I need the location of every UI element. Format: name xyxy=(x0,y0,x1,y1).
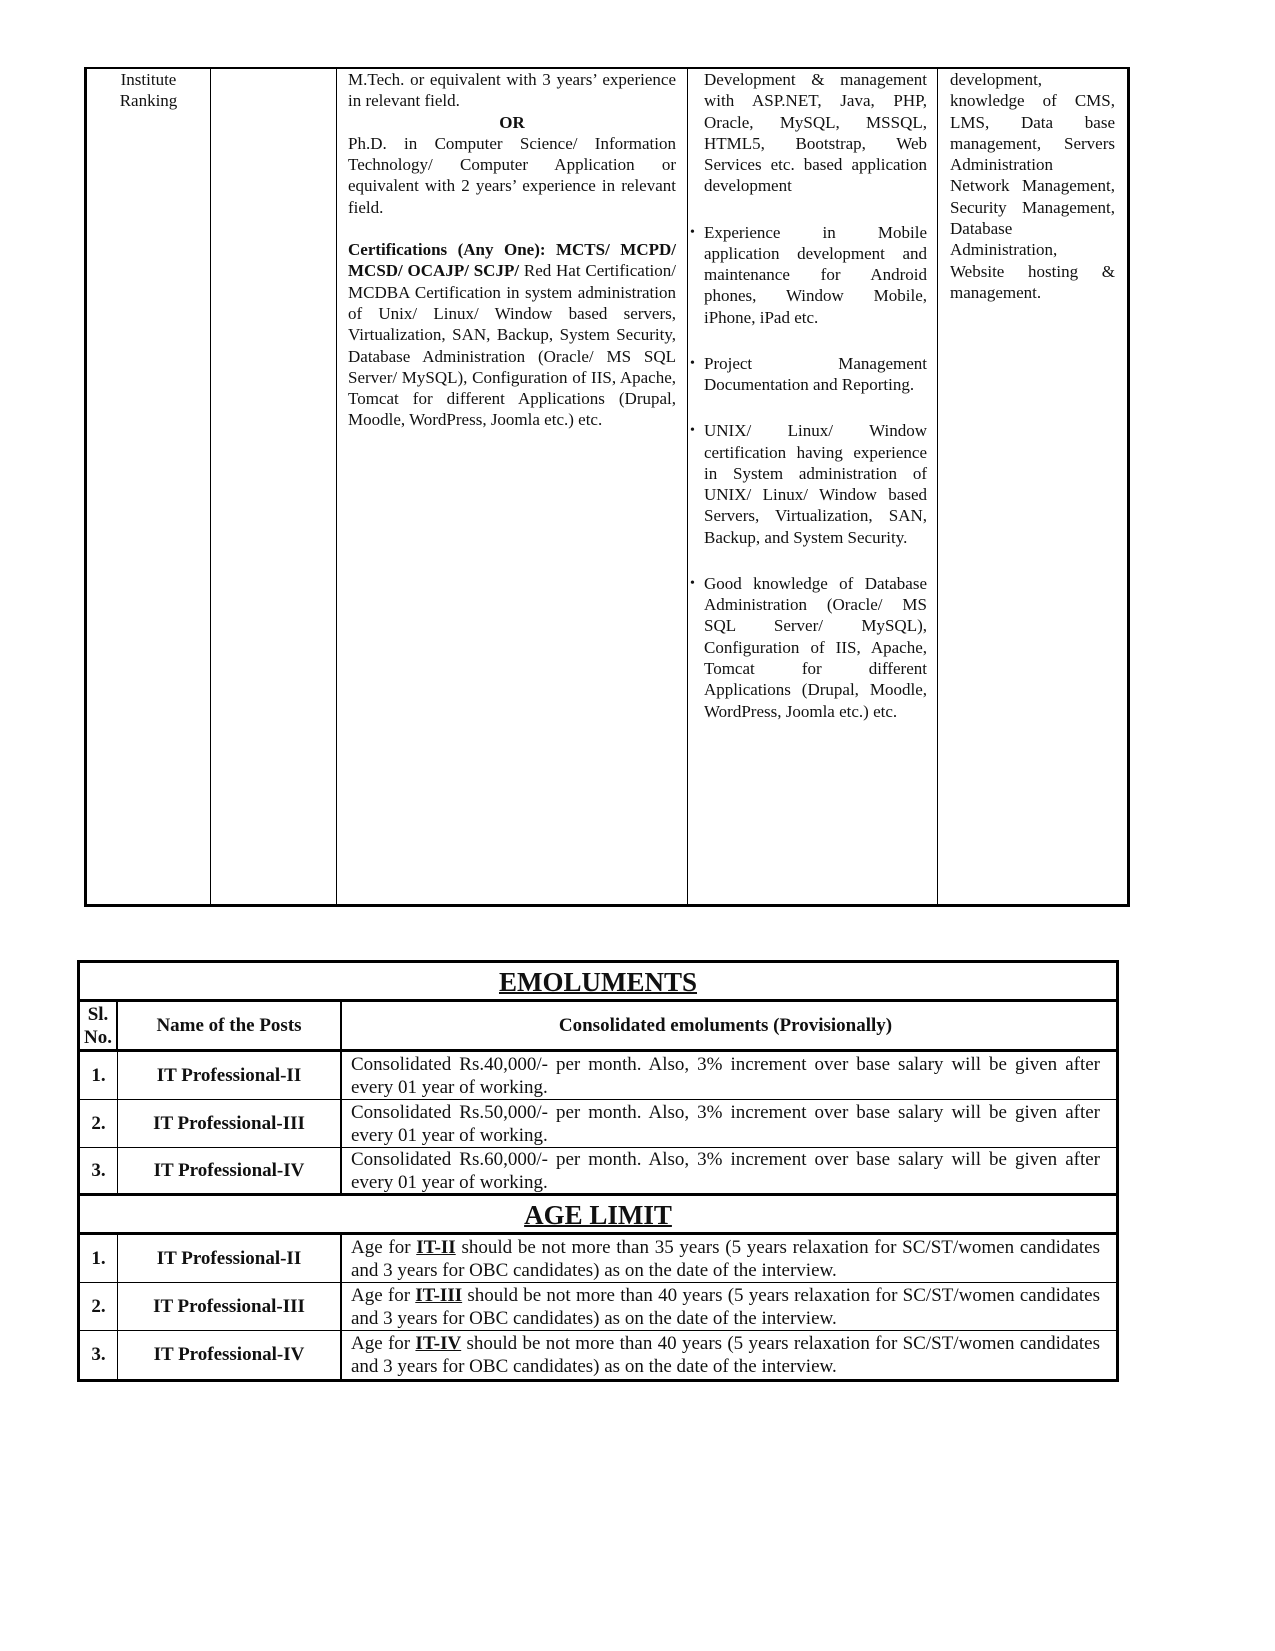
row-sl: 1. xyxy=(80,1235,118,1282)
row-post: IT Professional-IV xyxy=(118,1148,342,1194)
row-post: IT Professional-II xyxy=(118,1052,342,1099)
ranking-label-line2: Ranking xyxy=(119,91,178,111)
bullet-icon: • xyxy=(690,423,695,439)
age-row xyxy=(80,1331,1116,1379)
bullet-icon: • xyxy=(690,355,695,371)
row-desc: Consolidated Rs.40,000/- per month. Also, 3% increment over base salary will be given after every 01 year of working. xyxy=(351,1053,1100,1098)
post-code: IT-III xyxy=(415,1284,463,1306)
row-desc: Age for IT-III should be not more than 40 years (5 years relaxation for SC/ST/women candidates and 3 years for OBC candidates) as on the date of the interview. xyxy=(351,1284,1101,1329)
qualification-cell xyxy=(337,69,688,904)
age-limit-section xyxy=(80,1196,1116,1379)
header-post-name: Name of the Posts xyxy=(118,1002,342,1049)
experience-cell xyxy=(688,69,938,904)
emoluments-age-table xyxy=(77,960,1119,1382)
certifications-text: Red Hat Certification/ MCDBA Certification in system administration of Unix/ Linux/ Window based servers, Virtualization, SAN, Backup, System Security, Database Administration (Oracle/ MS SQL Server/ MySQL), Configuration of IIS, Apache, Tomcat for different Applications (Drupal, Moodle, WordPress, Joomla etc.) etc. xyxy=(348,261,676,430)
row-sl: 1. xyxy=(80,1052,118,1099)
emoluments-row xyxy=(80,1100,1116,1148)
skills-text: development, knowledge of CMS, LMS, Data base management, Servers Administration Network Management, Security Management, Database Administration, Website hosting & management. xyxy=(950,70,1115,302)
emoluments-header-row xyxy=(80,1002,1116,1052)
certifications-bold: Certifications (Any One): MCTS/ MCPD/ MCSD/ OCAJP/ SCJP/ xyxy=(348,240,676,281)
bullet-icon: • xyxy=(690,575,695,591)
emoluments-title: EMOLUMENTS xyxy=(80,963,1116,1002)
row-sl: 2. xyxy=(80,1283,118,1330)
ranking-label-line1: Institute xyxy=(120,70,177,89)
emoluments-row xyxy=(80,1052,1116,1100)
qualification-phd: Ph.D. in Computer Science/ Information Technology/ Computer Application or equivalent with 2 years’ experience in relevant field. xyxy=(348,133,676,217)
qualification-table xyxy=(84,67,1130,907)
row-post: IT Professional-IV xyxy=(118,1331,342,1379)
row-desc: Age for IT-II should be not more than 35 years (5 years relaxation for SC/ST/women candidates and 3 years for OBC candidates) as on the date of the interview. xyxy=(351,1236,1100,1281)
experience-item: • Project Management Documentation and Reporting. xyxy=(690,353,927,395)
age-row xyxy=(80,1235,1116,1283)
post-code: IT-IV xyxy=(415,1333,462,1354)
row-post: IT Professional-III xyxy=(118,1100,342,1147)
bullet-icon: • xyxy=(690,224,695,240)
row-sl: 3. xyxy=(80,1148,118,1194)
ranking-cell xyxy=(87,69,211,904)
post-code: IT-II xyxy=(416,1236,456,1258)
experience-item: • UNIX/ Linux/ Window certification having experience in System administration of UNIX/ Linux/ Window based Servers, Virtualization, SAN, Backup, and System Security. xyxy=(690,421,927,547)
row-post: IT Professional-III xyxy=(118,1283,342,1330)
row-desc: Consolidated Rs.50,000/- per month. Also, 3% increment over base salary will be given after every 01 year of working. xyxy=(351,1101,1100,1146)
qualification-mtech: M.Tech. or equivalent with 3 years’ experience in relevant field. xyxy=(348,70,676,111)
header-emoluments: Consolidated emoluments (Provisionally) xyxy=(558,1015,893,1036)
qualification-certifications xyxy=(348,239,676,431)
row-sl: 2. xyxy=(80,1100,118,1147)
skills-cell xyxy=(938,69,1127,904)
empty-cell xyxy=(211,69,337,904)
emoluments-row xyxy=(80,1148,1116,1196)
age-limit-title: AGE LIMIT xyxy=(80,1196,1116,1235)
age-row xyxy=(80,1283,1116,1331)
qualification-or: OR xyxy=(499,112,525,132)
experience-item: • Good knowledge of Database Administration (Oracle/ MS SQL Server/ MySQL), Configuration of IIS, Apache, Tomcat for different Applications (Drupal, Moodle, WordPress, Joomla etc.) etc. xyxy=(690,573,927,721)
header-sl-no: Sl. No. xyxy=(80,1002,118,1049)
experience-item: • Experience in Mobile application development and maintenance for Android phones, Window Mobile, iPhone, iPad etc. xyxy=(690,222,927,327)
row-desc: Consolidated Rs.60,000/- per month. Also, 3% increment over base salary will be given after every 01 year of working. xyxy=(351,1149,1100,1193)
row-desc: Age for IT-IV should be not more than 40 years (5 years relaxation for SC/ST/women candidates and 3 years for OBC candidates) as on the date of the interview. xyxy=(351,1333,1100,1377)
experience-intro: Development & management with ASP.NET, Java, PHP, Oracle, MySQL, MSSQL, HTML5, Bootstrap, Web Services etc. based application development xyxy=(704,70,927,196)
row-sl: 3. xyxy=(80,1331,118,1379)
row-post: IT Professional-II xyxy=(118,1235,342,1282)
